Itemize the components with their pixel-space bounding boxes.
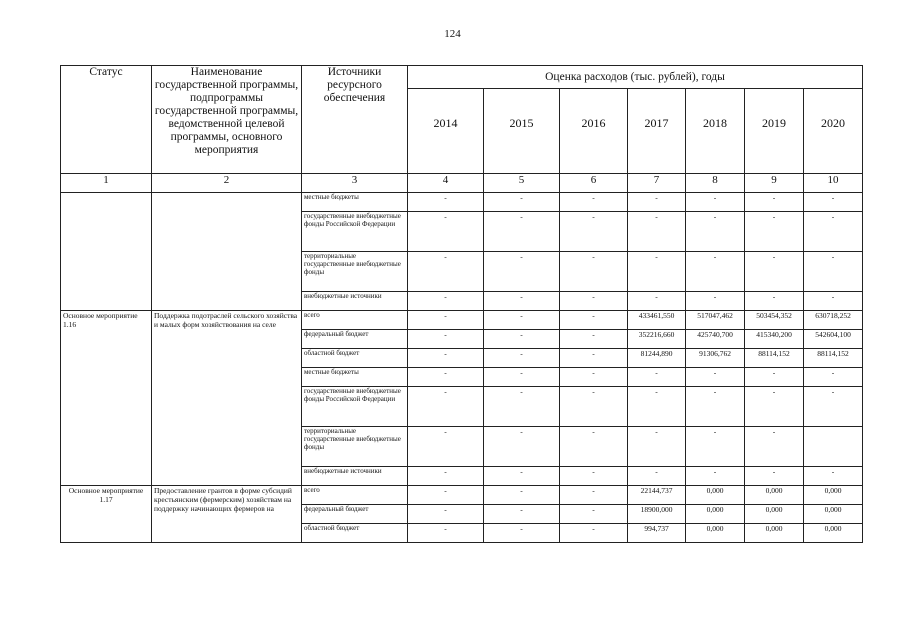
header-estimate: Оценка расходов (тыс. рублей), годы bbox=[408, 66, 863, 89]
column-number: 10 bbox=[804, 174, 863, 193]
expense-value: - bbox=[484, 212, 560, 252]
expense-value: - bbox=[408, 330, 484, 349]
column-number: 6 bbox=[560, 174, 628, 193]
header-year: 2014 bbox=[408, 89, 484, 174]
expense-value: 517047,462 bbox=[686, 311, 745, 330]
column-number: 4 bbox=[408, 174, 484, 193]
column-number: 2 bbox=[152, 174, 302, 193]
expense-value: - bbox=[408, 387, 484, 427]
funding-source: внебюджетные источники bbox=[302, 292, 408, 311]
expense-value: 0,000 bbox=[745, 505, 804, 524]
expense-value: 0,000 bbox=[745, 524, 804, 543]
column-number: 3 bbox=[302, 174, 408, 193]
expense-value: - bbox=[408, 292, 484, 311]
column-numbers-row bbox=[61, 174, 863, 193]
funding-source: государственные внебюджетные фонды Российской Федерации bbox=[302, 212, 408, 252]
expense-value: 18900,000 bbox=[628, 505, 686, 524]
funding-source: территориальные государственные внебюджетные фонды bbox=[302, 252, 408, 292]
column-number: 1 bbox=[61, 174, 152, 193]
expense-value: - bbox=[560, 349, 628, 368]
expense-value: - bbox=[745, 427, 804, 467]
expense-value: - bbox=[484, 524, 560, 543]
table-row bbox=[61, 486, 863, 505]
expense-value: - bbox=[560, 524, 628, 543]
expense-value: 0,000 bbox=[804, 524, 863, 543]
expense-value: - bbox=[408, 252, 484, 292]
expense-value: - bbox=[628, 467, 686, 486]
expense-value: 630718,252 bbox=[804, 311, 863, 330]
expense-value: - bbox=[745, 387, 804, 427]
expense-value: - bbox=[560, 292, 628, 311]
expense-value: - bbox=[560, 330, 628, 349]
expense-value: 22144,737 bbox=[628, 486, 686, 505]
funding-source: местные бюджеты bbox=[302, 368, 408, 387]
expense-value: - bbox=[408, 193, 484, 212]
expense-value: - bbox=[408, 368, 484, 387]
expense-value: - bbox=[804, 467, 863, 486]
expense-value: - bbox=[628, 427, 686, 467]
expense-value: - bbox=[628, 193, 686, 212]
header-status: Статус bbox=[61, 66, 152, 174]
header-year: 2016 bbox=[560, 89, 628, 174]
expense-value: 415340,200 bbox=[745, 330, 804, 349]
column-number: 8 bbox=[686, 174, 745, 193]
expense-value: - bbox=[484, 349, 560, 368]
header-year: 2015 bbox=[484, 89, 560, 174]
expense-value: - bbox=[804, 368, 863, 387]
expense-value: - bbox=[686, 368, 745, 387]
table-row bbox=[61, 193, 863, 212]
expense-value: - bbox=[560, 212, 628, 252]
expense-value: - bbox=[484, 330, 560, 349]
expense-value: - bbox=[628, 368, 686, 387]
expense-value bbox=[804, 427, 863, 467]
expense-value: - bbox=[628, 252, 686, 292]
expense-value: 0,000 bbox=[804, 486, 863, 505]
expense-value: - bbox=[560, 193, 628, 212]
expense-value: - bbox=[560, 486, 628, 505]
funding-source: внебюджетные источники bbox=[302, 467, 408, 486]
expense-value: - bbox=[686, 387, 745, 427]
expense-value: - bbox=[745, 212, 804, 252]
expense-value: - bbox=[484, 467, 560, 486]
expense-value: - bbox=[686, 467, 745, 486]
expense-value: - bbox=[745, 292, 804, 311]
expense-value: 0,000 bbox=[804, 505, 863, 524]
expense-value: - bbox=[484, 427, 560, 467]
expense-value: - bbox=[686, 193, 745, 212]
header-year: 2017 bbox=[628, 89, 686, 174]
table-row bbox=[61, 311, 863, 330]
event-status bbox=[61, 193, 152, 311]
expense-value: - bbox=[484, 311, 560, 330]
expense-value: 91306,762 bbox=[686, 349, 745, 368]
header-year: 2018 bbox=[686, 89, 745, 174]
event-status: Основное мероприятие 1.16 bbox=[61, 311, 152, 486]
expense-value: 503454,352 bbox=[745, 311, 804, 330]
header-name: Наименование государственной программы, подпрограммы государственной программы, ведомственной целевой программы, основного мероприятия bbox=[152, 66, 302, 174]
expense-value: 0,000 bbox=[686, 486, 745, 505]
expense-value: - bbox=[560, 427, 628, 467]
expense-value: - bbox=[686, 292, 745, 311]
expense-value: - bbox=[484, 252, 560, 292]
expense-value: - bbox=[484, 292, 560, 311]
expense-value: 0,000 bbox=[686, 524, 745, 543]
expense-value: - bbox=[484, 387, 560, 427]
expense-value: - bbox=[560, 252, 628, 292]
event-status: Основное мероприятие 1.17 bbox=[61, 486, 152, 543]
funding-source: федеральный бюджет bbox=[302, 330, 408, 349]
expense-value: 0,000 bbox=[686, 505, 745, 524]
expense-value: - bbox=[408, 524, 484, 543]
expense-value: 88114,152 bbox=[804, 349, 863, 368]
expense-value: - bbox=[408, 427, 484, 467]
expense-value: - bbox=[745, 252, 804, 292]
funding-source: государственные внебюджетные фонды Российской Федерации bbox=[302, 387, 408, 427]
column-number: 9 bbox=[745, 174, 804, 193]
expense-value: - bbox=[628, 292, 686, 311]
expense-value: - bbox=[804, 193, 863, 212]
event-name: Предоставление грантов в форме субсидий крестьянским (фермерским) хозяйствам на поддержку начинающих фермеров на bbox=[152, 486, 302, 543]
expense-value: - bbox=[686, 427, 745, 467]
header-sources: Источники ресурсного обеспечения bbox=[302, 66, 408, 174]
expense-value: 994,737 bbox=[628, 524, 686, 543]
funding-source: местные бюджеты bbox=[302, 193, 408, 212]
page-number: 124 bbox=[444, 28, 461, 40]
expense-value: - bbox=[804, 387, 863, 427]
expense-value: 425740,700 bbox=[686, 330, 745, 349]
expense-value: - bbox=[628, 387, 686, 427]
event-name bbox=[152, 193, 302, 311]
funding-source: федеральный бюджет bbox=[302, 505, 408, 524]
header-year: 2020 bbox=[804, 89, 863, 174]
expense-value: - bbox=[804, 292, 863, 311]
expense-value: - bbox=[408, 212, 484, 252]
expense-value: - bbox=[745, 368, 804, 387]
expense-value: - bbox=[484, 505, 560, 524]
expense-value: - bbox=[560, 311, 628, 330]
column-number: 5 bbox=[484, 174, 560, 193]
event-name: Поддержка подотраслей сельского хозяйства и малых форм хозяйствования на селе bbox=[152, 311, 302, 486]
funding-source: областной бюджет bbox=[302, 524, 408, 543]
expense-value: - bbox=[560, 467, 628, 486]
expense-value: 88114,152 bbox=[745, 349, 804, 368]
expense-value: - bbox=[745, 193, 804, 212]
expense-value: - bbox=[408, 467, 484, 486]
expense-value: - bbox=[408, 311, 484, 330]
expense-value: - bbox=[408, 486, 484, 505]
expense-value: - bbox=[484, 486, 560, 505]
header-year: 2019 bbox=[745, 89, 804, 174]
expense-value: - bbox=[560, 368, 628, 387]
expense-value: - bbox=[686, 252, 745, 292]
expense-value: - bbox=[408, 505, 484, 524]
expense-value: 81244,890 bbox=[628, 349, 686, 368]
funding-source: всего bbox=[302, 486, 408, 505]
funding-source: всего bbox=[302, 311, 408, 330]
column-number: 7 bbox=[628, 174, 686, 193]
expense-value: - bbox=[686, 212, 745, 252]
expense-value: 0,000 bbox=[745, 486, 804, 505]
expense-value: 433461,550 bbox=[628, 311, 686, 330]
expense-value: - bbox=[804, 212, 863, 252]
expense-value: 542604,100 bbox=[804, 330, 863, 349]
expense-value: - bbox=[408, 349, 484, 368]
expense-value: 352216,660 bbox=[628, 330, 686, 349]
funding-source: областной бюджет bbox=[302, 349, 408, 368]
expense-value: - bbox=[560, 387, 628, 427]
funding-source: территориальные государственные внебюджетные фонды bbox=[302, 427, 408, 467]
budget-table bbox=[60, 65, 863, 543]
expense-value: - bbox=[560, 505, 628, 524]
expense-value: - bbox=[484, 368, 560, 387]
expense-value: - bbox=[804, 252, 863, 292]
expense-value: - bbox=[484, 193, 560, 212]
expense-value: - bbox=[628, 212, 686, 252]
expense-value: - bbox=[745, 467, 804, 486]
